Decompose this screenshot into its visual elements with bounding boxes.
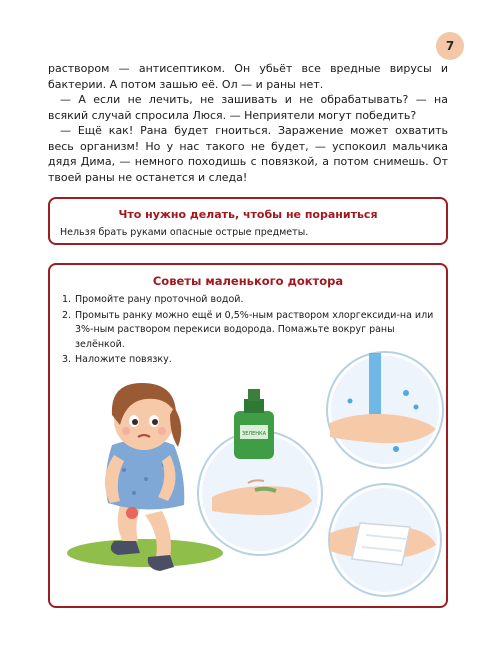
page-number: 7 xyxy=(436,32,464,60)
safety-tip-box xyxy=(48,197,448,245)
advice-item: 1. Промойте рану проточной водой. xyxy=(62,294,244,305)
safety-tip-text: Нельзя брать руками опасные острые предметы. xyxy=(60,227,309,238)
story-paragraph: раствором — антисептиком. Он убьёт все вредные вирусы и бактерии. А потом зашью её. Ол — и раны нет. xyxy=(48,62,448,91)
doctor-advice-box xyxy=(48,263,448,608)
washing-circle xyxy=(327,352,443,468)
advice-item: 3. Наложите повязку. xyxy=(62,354,172,365)
first-aid-illustration xyxy=(50,265,448,608)
antiseptic-circle xyxy=(198,389,322,555)
story-text xyxy=(48,61,448,185)
doctor-advice-title: Советы маленького доктора xyxy=(152,274,344,288)
advice-item: 2. Промыть ранку можно ещё и 0,5%-ным раствором хлоргексиди-на или 3%-ным раствором перекиси водорода. Помажьте вокруг раны зелёнкой. xyxy=(62,309,434,350)
story-paragraph: — Ещё как! Рана будет гноиться. Заражение может охватить весь организм! Но у нас такого не будет, — успокоил мальчика дядя Дима, — немного походишь с повязкой, а потом снимешь. От твоей раны не останется и следа! xyxy=(48,124,448,184)
safety-tip-title: Что нужно делать, чтобы не пораниться xyxy=(118,208,378,221)
story-paragraph: — А если не лечить, не зашивать и не обрабатывать? — на всякий случай спросила Люся. — Неприятели могут победить? xyxy=(48,93,448,122)
bottle-label: ЗЕЛЕНКА xyxy=(241,431,267,437)
bandage-circle xyxy=(329,484,441,596)
